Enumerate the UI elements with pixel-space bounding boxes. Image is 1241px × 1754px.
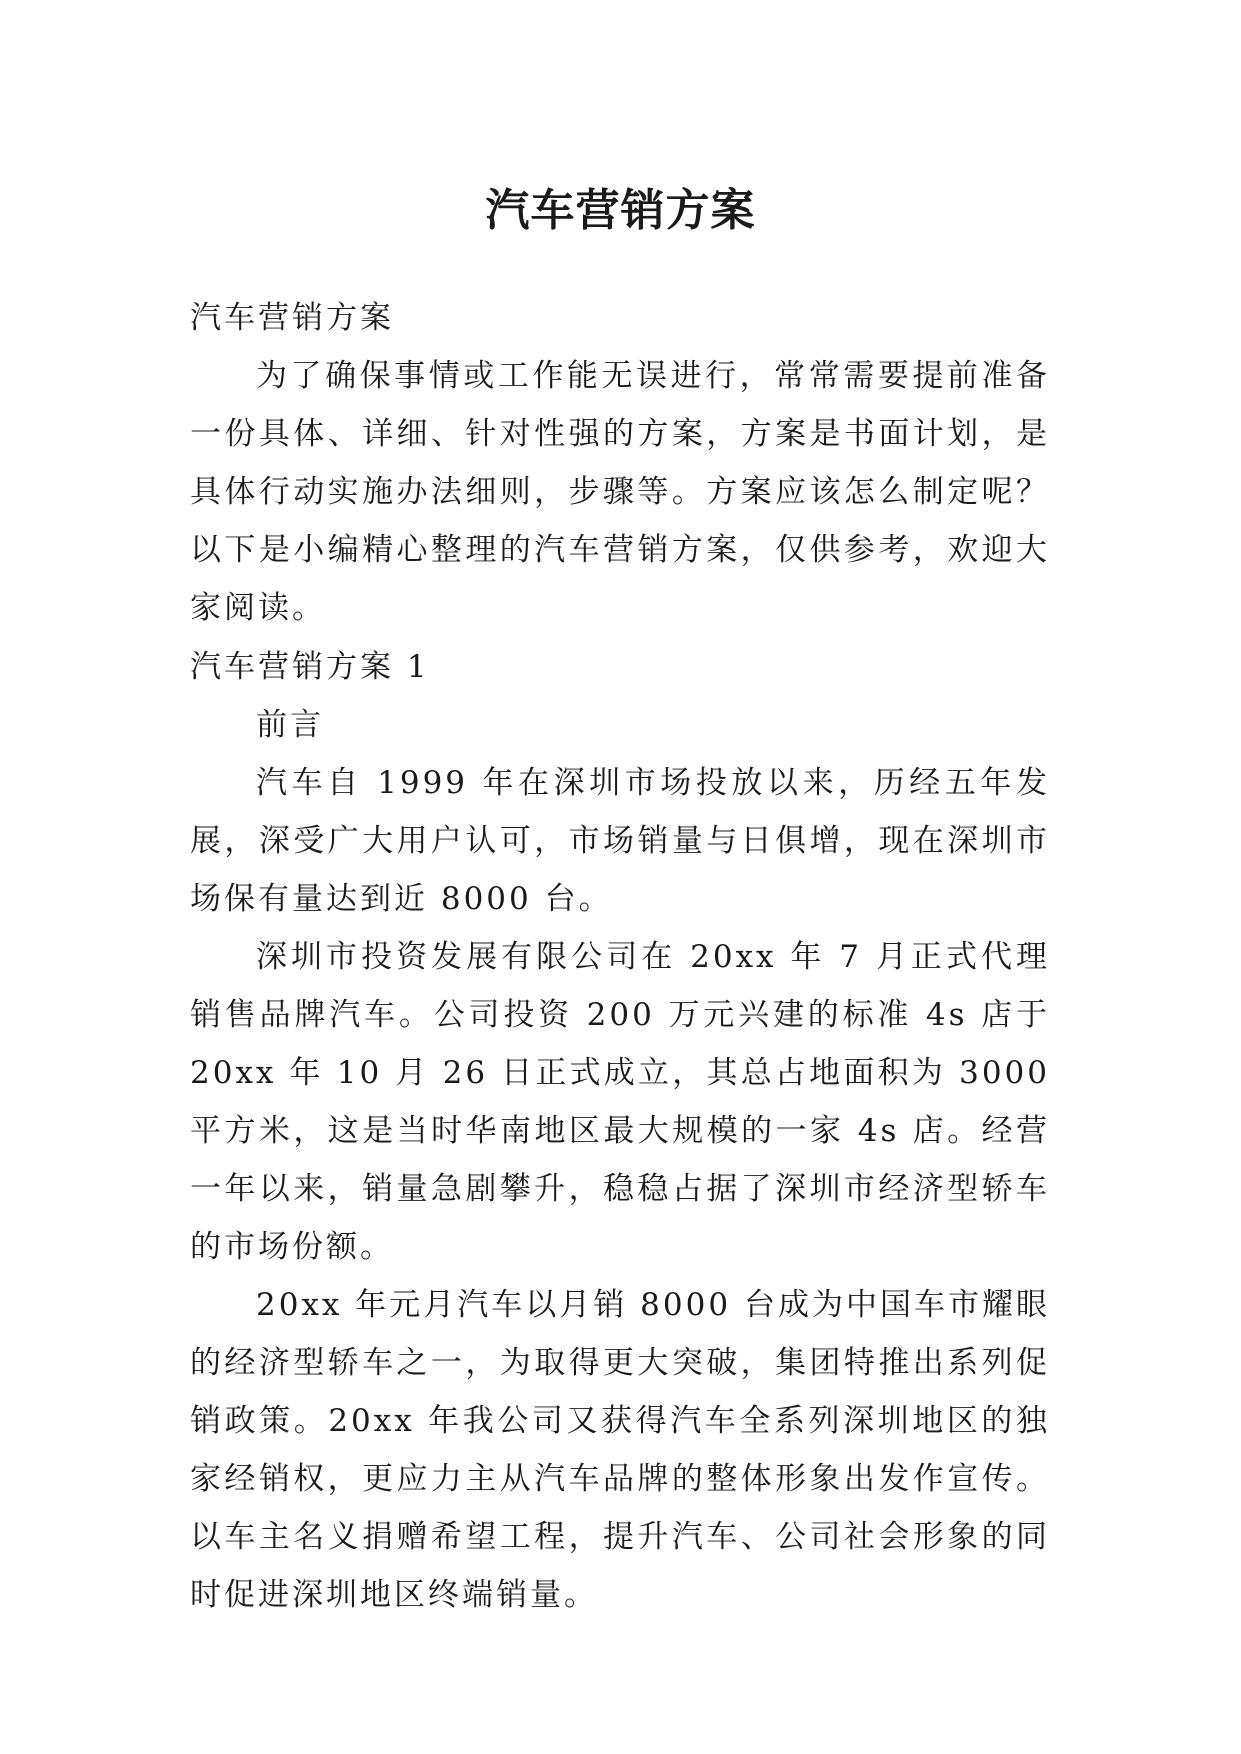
body-paragraph: 20xx 年元月汽车以月销 8000 台成为中国车市耀眼的经济型轿车之一，为取得更大突破，集团特推出系列促销政策。20xx 年我公司又获得汽车全系列深圳地区的独家经销权，更应力主从汽车品牌的整体形象出发作宣传。以车主名义捐赠希望工程，提升汽车、公司社会形象的同时促进深圳地区终端销量。: [190, 1287, 1050, 1613]
section-subheading: 前言: [256, 707, 324, 743]
intro-section: [190, 289, 1050, 637]
intro-paragraph: 为了确保事情或工作能无误进行，常常需要提前准备一份具体、详细、针对性强的方案，方案是书面计划，是具体行动实施办法细则，步骤等。方案应该怎么制定呢？以下是小编精心整理的汽车营销方案，仅供参考，欢迎大家阅读。: [190, 358, 1050, 626]
body-paragraph: 深圳市投资发展有限公司在 20xx 年 7 月正式代理销售品牌汽车。公司投资 200 万元兴建的标准 4s 店于 20xx 年 10 月 26 日正式成立，其总占地面积为 3000 平方米，这是当时华南地区最大规模的一家 4s 店。经营一年以来，销量急剧攀升，稳稳占据了深圳市经济型轿车的市场份额。: [190, 939, 1050, 1265]
section-1: [190, 638, 1050, 1624]
body-paragraph: 汽车自 1999 年在深圳市场投放以来，历经五年发展，深受广大用户认可，市场销量与日俱增，现在深圳市场保有量达到近 8000 台。: [190, 765, 1050, 917]
document-title: 汽车营销方案: [485, 185, 756, 237]
intro-heading: 汽车营销方案: [190, 300, 394, 336]
section-heading: 汽车营销方案 1: [190, 649, 430, 685]
